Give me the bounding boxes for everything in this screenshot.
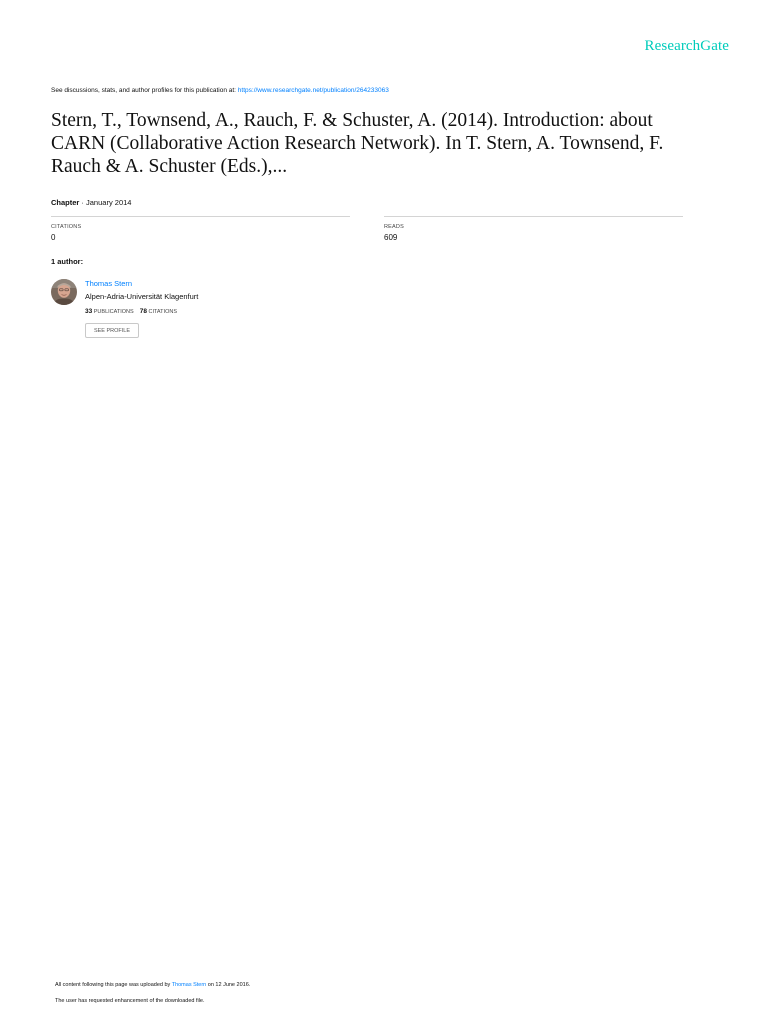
author-avatar[interactable]: [51, 279, 77, 305]
upload-prefix: All content following this page was uploaded by: [55, 982, 172, 988]
author-institution: Alpen-Adria-Universität Klagenfurt: [85, 292, 199, 301]
upload-notice: [55, 982, 250, 988]
author-citations-count: 78: [139, 308, 147, 315]
citations-label: CITATIONS: [51, 224, 82, 230]
author-publications-label: PUBLICATIONS: [93, 309, 134, 315]
author-photo-icon: [51, 279, 77, 305]
see-profile-button[interactable]: SEE PROFILE: [85, 323, 139, 338]
publication-link[interactable]: https://www.researchgate.net/publication/264233063: [237, 87, 389, 94]
reads-stat: [384, 216, 683, 242]
discussion-notice-text: See discussions, stats, and author profiles for this publication at:: [51, 87, 238, 94]
upload-suffix: on 12 June 2016.: [206, 982, 251, 988]
author-publications-count: 33: [85, 308, 93, 315]
publication-meta: [51, 198, 131, 207]
author-name-link[interactable]: Thomas Stern: [85, 279, 133, 288]
publication-title: Stern, T., Townsend, A., Rauch, F. & Schuster, A. (2014). Introduction: about CARN (Collaborative Action Research Network). In T. Stern, A. Townsend, F. Rauch & A. Schuster (Eds.),...: [51, 110, 664, 177]
publication-date: · January 2014: [79, 198, 132, 207]
researchgate-logo[interactable]: ResearchGate: [644, 38, 729, 54]
publication-type: Chapter: [51, 198, 80, 207]
reads-label: READS: [384, 224, 404, 230]
enhancement-note: The user has requested enhancement of the downloaded file.: [55, 998, 205, 1004]
citations-value: 0: [51, 233, 56, 242]
discussion-notice: [51, 87, 389, 94]
authors-heading: 1 author:: [51, 257, 84, 266]
citations-stat: [51, 216, 350, 242]
uploader-link[interactable]: Thomas Stern: [171, 982, 207, 988]
author-citations-label: CITATIONS: [148, 309, 177, 315]
reads-value: 609: [384, 233, 398, 242]
author-stats: [85, 308, 177, 315]
